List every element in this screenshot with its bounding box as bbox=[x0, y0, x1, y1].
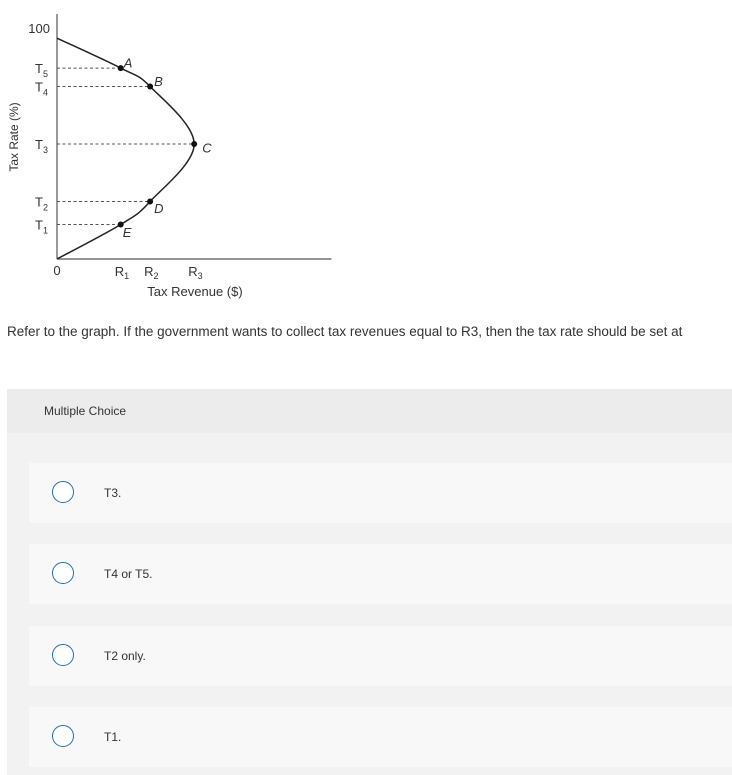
answer-option-4[interactable] bbox=[29, 707, 732, 767]
multiple-choice-header bbox=[7, 389, 732, 433]
point-label: B bbox=[154, 73, 163, 89]
y-tick-label: $T_5$ bbox=[35, 61, 48, 80]
x-tick-label: $R_1$ bbox=[114, 264, 130, 281]
answer-option-1[interactable] bbox=[29, 463, 732, 523]
radio-button[interactable] bbox=[52, 481, 74, 503]
y-tick-label: $T_3$ bbox=[35, 137, 48, 155]
answer-option-text: T4 or T5. bbox=[104, 567, 153, 581]
answer-option-text: T1. bbox=[104, 730, 122, 744]
data-point-d bbox=[147, 199, 153, 205]
radio-button[interactable] bbox=[52, 725, 74, 747]
origin-label: 0 bbox=[53, 263, 61, 278]
x-axis-label: Tax Revenue ($) bbox=[147, 284, 243, 299]
data-point-b bbox=[147, 84, 153, 90]
answer-option-text: T2 only. bbox=[104, 649, 146, 663]
question-text: Refer to the graph. If the government wants to collect tax revenues equal to R3, then the tax rate should be set at bbox=[7, 324, 683, 339]
answer-option-text: T3. bbox=[104, 486, 122, 500]
multiple-choice-label: Multiple Choice bbox=[44, 404, 127, 418]
radio-button[interactable] bbox=[52, 562, 74, 584]
x-tick-label: $R_3$ bbox=[188, 264, 203, 281]
answer-option-2[interactable] bbox=[29, 544, 732, 604]
point-label: E bbox=[122, 224, 132, 240]
y-axis-max-label: 100 bbox=[28, 21, 50, 36]
point-label: D bbox=[154, 200, 164, 216]
laffer-curve-chart bbox=[0, 0, 732, 310]
x-tick-label: $R_2$ bbox=[144, 264, 159, 281]
y-axis-label: Tax Rate (%) bbox=[7, 102, 21, 172]
y-tick-label: $T_4$ bbox=[35, 79, 48, 98]
y-tick-label: $T_2$ bbox=[35, 194, 48, 213]
data-point-c bbox=[191, 141, 197, 147]
multiple-choice-panel bbox=[7, 389, 732, 775]
answer-option-3[interactable] bbox=[29, 626, 732, 686]
y-tick-label: $T_1$ bbox=[35, 217, 48, 236]
radio-button[interactable] bbox=[52, 644, 74, 666]
point-label: A bbox=[123, 55, 133, 71]
point-label: C bbox=[202, 140, 212, 156]
